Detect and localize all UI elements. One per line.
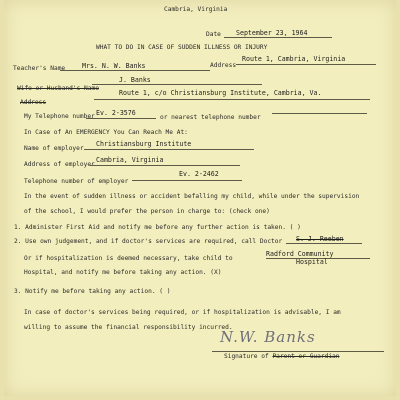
option-3-text: 3. Notify me before taking any action. ( ) [14, 288, 171, 295]
option-1-text: 1. Administer First Aid and notify me before any further action is taken. ( ) [14, 224, 301, 231]
employer-label: Name of employer [24, 145, 84, 152]
employer-address-line [90, 165, 240, 166]
wife-husband-label: Wife or Husband's Name [17, 85, 99, 92]
address-line-2 [94, 99, 370, 100]
nearest-telephone-label: or nearest telephone number [160, 114, 261, 121]
address-label-1: Address [210, 62, 237, 69]
consent-line-2: willing to assume the financial responsibility incurred. [24, 324, 233, 331]
employer-address-value: Cambria, Virginia [96, 156, 164, 164]
employer-value: Christiansburg Institute [96, 140, 192, 148]
my-telephone-label: My Telephone number [24, 113, 95, 120]
instruction-line-1: In the event of sudden illness or accident befalling my child, while under the supervision [24, 193, 360, 200]
employer-telephone-value: Ev. 2-2462 [179, 170, 219, 178]
instruction-line-2: of the school, I would prefer the person in charge to: (check one) [24, 208, 270, 215]
date-value: September 23, 1964 [236, 29, 308, 37]
form-title: WHAT TO DO IN CASE OF SUDDEN ILLNESS OR INJURY [96, 44, 268, 51]
my-telephone-value: Ev. 2-3576 [96, 109, 136, 117]
consent-line-1: In case of doctor's services being required, or if hospitalization is advisable, I am [24, 309, 341, 316]
option-2-text: 2. Use own judgement, and if doctor's services are required, call Doctor [14, 238, 283, 245]
signature-line [212, 351, 384, 352]
employer-address-label: Address of employer [24, 161, 95, 168]
address-line-1 [236, 64, 376, 65]
employer-telephone-line [132, 180, 242, 181]
signature-label-text: Signature of [224, 353, 273, 360]
hospital-value-2: Hospital [296, 258, 328, 266]
doctor-name-value: S. J. Reeben [296, 235, 344, 243]
teachers-name-line [60, 70, 210, 71]
signature-label-struck: Parent or Guardian [272, 353, 340, 360]
wife-husband-line [92, 84, 262, 85]
employer-line [84, 149, 254, 150]
my-telephone-line [86, 118, 156, 119]
doctor-name-line [286, 243, 362, 244]
date-label: Date [206, 31, 221, 38]
address-value-2: Route 1, c/o Christiansburg Institute, Cambria, Va. [119, 89, 322, 97]
hospital-value-1: Radford Community [266, 250, 334, 258]
option-2-notify-text: Hospital, and notify me before taking any action. (X) [24, 269, 222, 276]
signature-label [224, 353, 340, 360]
teachers-name-value: Mrs. N. W. Banks [82, 62, 146, 70]
date-line [224, 37, 332, 38]
location-header: Cambria, Virginia [164, 6, 228, 13]
employer-telephone-label: Telephone number of employer [24, 178, 129, 185]
form-sheet [4, 0, 396, 396]
wife-husband-value: J. Banks [119, 76, 151, 84]
option-2-hospital-text: Or if hospitalization is deemed necessary, take child to [24, 255, 233, 262]
teachers-name-label: Teacher's Name [13, 65, 66, 72]
signature-image: N.W. Banks [220, 328, 316, 346]
address-label-2: Address [20, 99, 47, 106]
nearest-telephone-line [272, 113, 367, 114]
emergency-label: In Case of An EMERGENCY You Can Reach Me At: [24, 129, 188, 136]
address-value-1: Route 1, Cambria, Virginia [242, 55, 346, 63]
